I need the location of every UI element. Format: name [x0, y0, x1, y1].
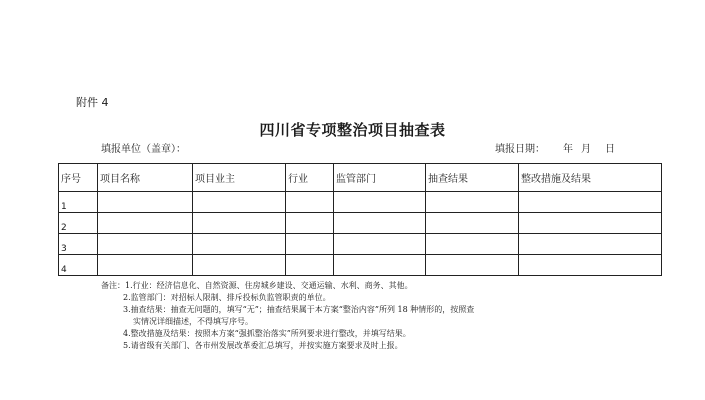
- cell-inspection-result[interactable]: [426, 213, 519, 234]
- date-day-label: 日: [605, 144, 615, 155]
- page-title: 四川省专项整治项目抽查表: [259, 121, 446, 139]
- cell-industry[interactable]: [286, 234, 334, 255]
- cell-project-name[interactable]: [98, 213, 193, 234]
- cell-project-owner[interactable]: [193, 255, 286, 276]
- row-index: 4: [59, 255, 98, 276]
- cell-regulator[interactable]: [334, 192, 426, 213]
- table-row: [59, 192, 662, 213]
- cell-project-name[interactable]: [98, 192, 193, 213]
- column-header-project-owner: 项目业主: [193, 164, 286, 192]
- cell-inspection-result[interactable]: [426, 234, 519, 255]
- cell-inspection-result[interactable]: [426, 255, 519, 276]
- row-index: 3: [59, 234, 98, 255]
- cell-rectification[interactable]: [519, 234, 662, 255]
- cell-regulator[interactable]: [334, 234, 426, 255]
- reporting-date-label: 填报日期：: [495, 144, 545, 155]
- note-line-2: 2.监管部门：对招标人限制、排斥投标负监管职责的单位。: [123, 293, 331, 302]
- cell-industry[interactable]: [286, 213, 334, 234]
- cell-project-owner[interactable]: [193, 192, 286, 213]
- notes-block: [101, 280, 474, 352]
- column-header-industry: 行业: [286, 164, 334, 192]
- cell-rectification[interactable]: [519, 192, 662, 213]
- cell-rectification[interactable]: [519, 255, 662, 276]
- note-line-4: 4.整改措施及结果：按照本方案“强抓整治落实”所列要求进行整改，并填写结果。: [123, 329, 411, 338]
- table-row: [59, 213, 662, 234]
- cell-project-name[interactable]: [98, 255, 193, 276]
- cell-industry[interactable]: [286, 255, 334, 276]
- column-header-regulator: 监管部门: [334, 164, 426, 192]
- attachment-label: 附件 4: [76, 96, 109, 109]
- cell-project-name[interactable]: [98, 234, 193, 255]
- date-month-label: 月: [581, 144, 591, 155]
- cell-regulator[interactable]: [334, 213, 426, 234]
- cell-industry[interactable]: [286, 192, 334, 213]
- cell-project-owner[interactable]: [193, 234, 286, 255]
- table-row: [59, 234, 662, 255]
- column-header-index: 序号: [59, 164, 98, 192]
- note-line-3-continued: 实情况详细描述，不得填写序号。: [133, 317, 253, 326]
- table-row: [59, 255, 662, 276]
- row-index: 2: [59, 213, 98, 234]
- note-line-5: 5.请省级有关部门、各市州发展改革委汇总填写，并按实施方案要求及时上报。: [123, 341, 403, 350]
- cell-project-owner[interactable]: [193, 213, 286, 234]
- note-line-1: 备注：1.行业：经济信息化、自然资源、住房城乡建设、交通运输、水利、商务、其他。: [101, 281, 413, 290]
- cell-regulator[interactable]: [334, 255, 426, 276]
- inspection-table: [58, 163, 662, 276]
- reporting-unit-label: 填报单位（盖章）：: [101, 144, 186, 155]
- cell-inspection-result[interactable]: [426, 192, 519, 213]
- cell-rectification[interactable]: [519, 213, 662, 234]
- column-header-inspection-result: 抽查结果: [426, 164, 519, 192]
- column-header-project-name: 项目名称: [98, 164, 193, 192]
- table-header-row: [59, 164, 662, 192]
- row-index: 1: [59, 192, 98, 213]
- column-header-rectification: 整改措施及结果: [519, 164, 662, 192]
- note-line-3: 3.抽查结果：抽查无问题的，填写“无”；抽查结果属于本方案“整治内容”所列 18 种情形的，按照查: [123, 305, 475, 314]
- date-year-label: 年: [563, 144, 573, 155]
